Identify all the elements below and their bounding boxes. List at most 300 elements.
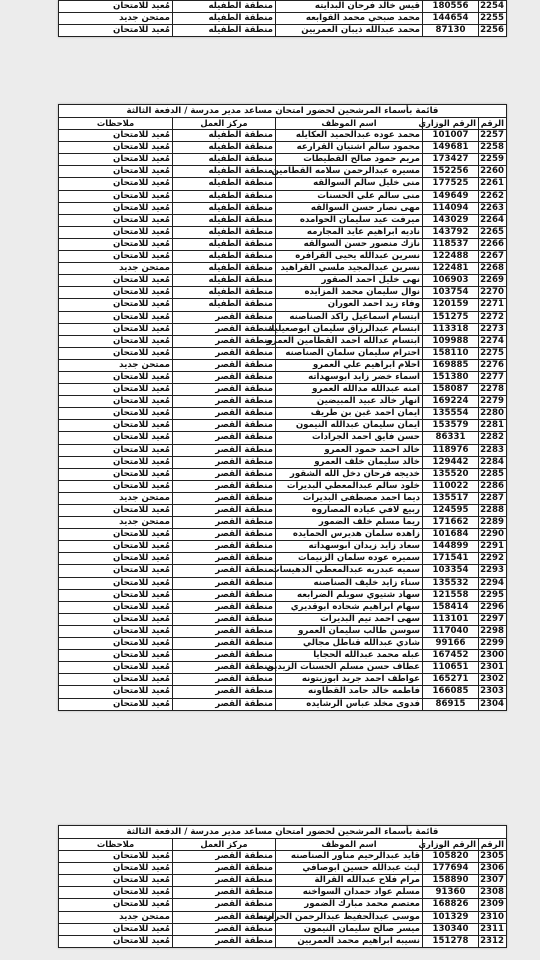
table-row [59, 251, 507, 263]
ministry-number-cell: 169885 [423, 359, 479, 371]
row-number-cell: 2280 [479, 408, 507, 420]
work-center-cell: منطقة القصر [173, 432, 276, 444]
row-number-cell: 2258 [479, 142, 507, 154]
work-center-cell: منطقة الطفيله [173, 238, 276, 250]
work-center-cell: منطقة الطفيله [173, 25, 276, 37]
ministry-number-cell: 129442 [423, 456, 479, 468]
work-center-cell: منطقة القصر [173, 935, 276, 947]
employee-name-cell: معتصم محمد مبارك الضمور [276, 899, 423, 911]
work-center-cell: منطقة القصر [173, 335, 276, 347]
row-number-cell: 2282 [479, 432, 507, 444]
work-center-cell: منطقة القصر [173, 565, 276, 577]
ministry-number-cell: 121558 [423, 589, 479, 601]
ministry-number-cell: 171662 [423, 517, 479, 529]
work-center-cell: منطقة القصر [173, 698, 276, 710]
work-center-cell: منطقة القصر [173, 589, 276, 601]
table-row [59, 911, 507, 923]
employee-name-cell: سهى احمد تيم البديرات [276, 613, 423, 625]
notes-cell: مُعيد للامتحان [59, 238, 173, 250]
work-center-cell: منطقة القصر [173, 529, 276, 541]
work-center-cell: منطقة القصر [173, 638, 276, 650]
notes-cell: مُعيد للامتحان [59, 311, 173, 323]
table-row [59, 887, 507, 899]
employee-name-cell: محمد عوده عبدالحميد العكايله [276, 130, 423, 142]
employee-name-cell: سميره عوده سلمان الزنيمات [276, 553, 423, 565]
work-center-cell: منطقة الطفيله [173, 287, 276, 299]
ministry-number-cell: 105820 [423, 851, 479, 863]
work-center-cell: منطقة الطفيله [173, 142, 276, 154]
table-row [59, 299, 507, 311]
employee-name-cell: انهار خالد عبيد المبيضين [276, 396, 423, 408]
row-number-cell: 2268 [479, 263, 507, 275]
ministry-number-cell: 149681 [423, 142, 479, 154]
employee-name-cell: ربيع لافي عياده المصاروه [276, 505, 423, 517]
notes-cell: مُعيد للامتحان [59, 190, 173, 202]
table-row [59, 408, 507, 420]
employee-name-cell: فاطمه خالد حامد القطاونه [276, 686, 423, 698]
table-row [59, 851, 507, 863]
employee-name-cell: ابتسام اسماعيل راكد الصناصنه [276, 311, 423, 323]
row-number-cell: 2276 [479, 359, 507, 371]
notes-cell: مُعيد للامتحان [59, 589, 173, 601]
row-number-cell: 2256 [479, 25, 507, 37]
row-number-cell: 2260 [479, 166, 507, 178]
row-number-cell: 2291 [479, 541, 507, 553]
employee-name-cell: مرام فلاح عبدالله القرالة [276, 875, 423, 887]
ministry-number-cell: 135517 [423, 492, 479, 504]
row-number-cell: 2257 [479, 130, 507, 142]
table-row [59, 166, 507, 178]
row-number-cell: 2288 [479, 505, 507, 517]
header-notes: ملاحظات [59, 839, 173, 851]
header-employee-name: اسم الموظف [276, 839, 423, 851]
table-row [59, 226, 507, 238]
work-center-cell: منطقة القصر [173, 492, 276, 504]
employee-name-cell: محمد صبحي محمد القوابعه [276, 13, 423, 25]
row-number-cell: 2287 [479, 492, 507, 504]
notes-cell: مُعيد للامتحان [59, 444, 173, 456]
ministry-number-cell: 124595 [423, 505, 479, 517]
header-row [59, 118, 507, 130]
ministry-number-cell: 151380 [423, 371, 479, 383]
work-center-cell: منطقة القصر [173, 396, 276, 408]
row-number-cell: 2279 [479, 396, 507, 408]
ministry-number-cell: 101684 [423, 529, 479, 541]
table-row [59, 202, 507, 214]
sheet-middle [58, 104, 507, 711]
employee-name-cell: نوال سليمان محمد المزايده [276, 287, 423, 299]
ministry-number-cell: 103354 [423, 565, 479, 577]
row-number-cell: 2300 [479, 650, 507, 662]
notes-cell: ممتحن جديد [59, 492, 173, 504]
ministry-number-cell: 143029 [423, 214, 479, 226]
employee-name-cell: منى خليل سالم السوالقه [276, 178, 423, 190]
work-center-cell: منطقة القصر [173, 887, 276, 899]
employee-name-cell: نسرين عبدالمجيد ملسي القراهيد [276, 263, 423, 275]
notes-cell: مُعيد للامتحان [59, 323, 173, 335]
ministry-number-cell: 169224 [423, 396, 479, 408]
table-row [59, 650, 507, 662]
work-center-cell: منطقة القصر [173, 517, 276, 529]
table-row [59, 25, 507, 37]
ministry-number-cell: 144654 [423, 13, 479, 25]
employee-name-cell: ميرفت عيد سليمان الحوامده [276, 214, 423, 226]
employee-name-cell: عطاف حسن مسلم الحسنات الزيدين [276, 662, 423, 674]
ministry-number-cell: 151275 [423, 311, 479, 323]
ministry-number-cell: 158414 [423, 601, 479, 613]
work-center-cell: منطقة الطفيله [173, 251, 276, 263]
notes-cell: مُعيد للامتحان [59, 25, 173, 37]
employee-name-cell: محمد عبدالله ذيبان العمريين [276, 25, 423, 37]
ministry-number-cell: 120159 [423, 299, 479, 311]
table-row [59, 371, 507, 383]
table-row [59, 323, 507, 335]
notes-cell: مُعيد للامتحان [59, 613, 173, 625]
ministry-number-cell: 144899 [423, 541, 479, 553]
notes-cell: ممتحن جديد [59, 359, 173, 371]
work-center-cell: منطقة الطفيله [173, 214, 276, 226]
employee-name-cell: شادي عبدالله قناطل مجالي [276, 638, 423, 650]
row-number-cell: 2304 [479, 698, 507, 710]
notes-cell: مُعيد للامتحان [59, 601, 173, 613]
table-row [59, 529, 507, 541]
notes-cell: مُعيد للامتحان [59, 408, 173, 420]
ministry-number-cell: 103754 [423, 287, 479, 299]
table-row [59, 875, 507, 887]
notes-cell: مُعيد للامتحان [59, 142, 173, 154]
work-center-cell: منطقة القصر [173, 323, 276, 335]
table-row [59, 565, 507, 577]
ministry-number-cell: 101007 [423, 130, 479, 142]
row-number-cell: 2302 [479, 674, 507, 686]
notes-cell: مُعيد للامتحان [59, 202, 173, 214]
work-center-cell: منطقة الطفيله [173, 275, 276, 287]
work-center-cell: منطقة القصر [173, 875, 276, 887]
table-row [59, 674, 507, 686]
table-row [59, 492, 507, 504]
table-row [59, 384, 507, 396]
employee-name-cell: نسرين عبدالله يحيى القرافره [276, 251, 423, 263]
row-number-cell: 2308 [479, 887, 507, 899]
table-title: قائمة بأسماء المرشحين لحضور امتحان مساعد مدير مدرسة / الدفعة الثالثة [59, 105, 507, 118]
table-row [59, 275, 507, 287]
row-number-cell: 2309 [479, 899, 507, 911]
work-center-cell: منطقة القصر [173, 686, 276, 698]
table-row [59, 142, 507, 154]
candidates-table-bottom [58, 825, 507, 948]
header-notes: ملاحظات [59, 118, 173, 130]
employee-name-cell: امنه عبدالله مدالله العمرو [276, 384, 423, 396]
ministry-number-cell: 99166 [423, 638, 479, 650]
ministry-number-cell: 171541 [423, 553, 479, 565]
notes-cell: ممتحن جديد [59, 13, 173, 25]
ministry-number-cell: 168826 [423, 899, 479, 911]
header-work-center: مركز العمل [173, 839, 276, 851]
table-row [59, 1, 507, 13]
row-number-cell: 2281 [479, 420, 507, 432]
row-number-cell: 2312 [479, 935, 507, 947]
ministry-number-cell: 177525 [423, 178, 479, 190]
work-center-cell: منطقة القصر [173, 851, 276, 863]
ministry-number-cell: 149649 [423, 190, 479, 202]
employee-name-cell: نسيبه ابراهيم محمد العمريين [276, 935, 423, 947]
table-row [59, 432, 507, 444]
notes-cell: مُعيد للامتحان [59, 698, 173, 710]
table-row [59, 396, 507, 408]
table-row [59, 601, 507, 613]
row-number-cell: 2285 [479, 468, 507, 480]
row-number-cell: 2275 [479, 347, 507, 359]
table-row [59, 287, 507, 299]
employee-name-cell: ليث عبدالله حسين ابوصافي [276, 863, 423, 875]
row-number-cell: 2271 [479, 299, 507, 311]
ministry-number-cell: 165271 [423, 674, 479, 686]
work-center-cell: منطقة القصر [173, 625, 276, 637]
row-number-cell: 2283 [479, 444, 507, 456]
table-row [59, 347, 507, 359]
table-row [59, 214, 507, 226]
work-center-cell: منطقة الطفيله [173, 154, 276, 166]
table-row [59, 335, 507, 347]
work-center-cell: منطقة القصر [173, 444, 276, 456]
notes-cell: مُعيد للامتحان [59, 287, 173, 299]
table-row [59, 311, 507, 323]
row-number-cell: 2255 [479, 13, 507, 25]
employee-name-cell: خالد احمد حمود العمرو [276, 444, 423, 456]
employee-name-cell: سهام ابراهيم شحاده ابوقديري [276, 601, 423, 613]
row-number-cell: 2261 [479, 178, 507, 190]
notes-cell: مُعيد للامتحان [59, 625, 173, 637]
employee-name-cell: عواطف احمد جريد ابوزيتونه [276, 674, 423, 686]
notes-cell: مُعيد للامتحان [59, 553, 173, 565]
row-number-cell: 2286 [479, 480, 507, 492]
ministry-number-cell: 87130 [423, 25, 479, 37]
employee-name-cell: ايمان سليمان عبدالله النيمون [276, 420, 423, 432]
row-number-cell: 2296 [479, 601, 507, 613]
ministry-number-cell: 158890 [423, 875, 479, 887]
notes-cell: مُعيد للامتحان [59, 396, 173, 408]
work-center-cell: منطقة القصر [173, 505, 276, 517]
row-number-cell: 2264 [479, 214, 507, 226]
table-row [59, 698, 507, 710]
work-center-cell: منطقة الطفيله [173, 13, 276, 25]
row-number-cell: 2274 [479, 335, 507, 347]
ministry-number-cell: 173427 [423, 154, 479, 166]
table-title: قائمة بأسماء المرشحين لحضور امتحان مساعد مدير مدرسة / الدفعة الثالثة [59, 826, 507, 839]
employee-name-cell: عبله محمد عبدالله الحجايا [276, 650, 423, 662]
notes-cell: مُعيد للامتحان [59, 863, 173, 875]
notes-cell: مُعيد للامتحان [59, 686, 173, 698]
row-number-cell: 2299 [479, 638, 507, 650]
employee-name-cell: خالد سليمان خلف العمرو [276, 456, 423, 468]
notes-cell: مُعيد للامتحان [59, 565, 173, 577]
row-number-cell: 2254 [479, 1, 507, 13]
row-number-cell: 2293 [479, 565, 507, 577]
row-number-cell: 2303 [479, 686, 507, 698]
notes-cell: مُعيد للامتحان [59, 166, 173, 178]
table-row [59, 589, 507, 601]
employee-name-cell: ناديه ابراهيم عايد المجارمه [276, 226, 423, 238]
ministry-number-cell: 114094 [423, 202, 479, 214]
notes-cell: مُعيد للامتحان [59, 851, 173, 863]
work-center-cell: منطقة القصر [173, 601, 276, 613]
ministry-number-cell: 113101 [423, 613, 479, 625]
row-number-cell: 2294 [479, 577, 507, 589]
work-center-cell: منطقة الطفيله [173, 1, 276, 13]
employee-name-cell: ايمان احمد غبن بن طريف [276, 408, 423, 420]
table-row [59, 359, 507, 371]
table-row [59, 638, 507, 650]
row-number-cell: 2270 [479, 287, 507, 299]
employee-name-cell: ريما مسلم خلف الضمور [276, 517, 423, 529]
ministry-number-cell: 101329 [423, 911, 479, 923]
row-number-cell: 2306 [479, 863, 507, 875]
table-row [59, 13, 507, 25]
header-number: الرقم [479, 118, 507, 130]
ministry-number-cell: 86331 [423, 432, 479, 444]
row-number-cell: 2298 [479, 625, 507, 637]
employee-name-cell: محمود سالم اشتيان القرارعه [276, 142, 423, 154]
notes-cell: مُعيد للامتحان [59, 577, 173, 589]
work-center-cell: منطقة الطفيله [173, 226, 276, 238]
table-row [59, 238, 507, 250]
table-row [59, 130, 507, 142]
work-center-cell: منطقة القصر [173, 371, 276, 383]
header-ministry-number: الرقم الوزاري [423, 839, 479, 851]
ministry-number-cell: 118537 [423, 238, 479, 250]
employee-name-cell: قايد عبدالرحيم مناور الصناصنه [276, 851, 423, 863]
notes-cell: ممتحن جديد [59, 517, 173, 529]
ministry-number-cell: 113318 [423, 323, 479, 335]
notes-cell: مُعيد للامتحان [59, 541, 173, 553]
header-work-center: مركز العمل [173, 118, 276, 130]
ministry-number-cell: 158087 [423, 384, 479, 396]
table-row [59, 923, 507, 935]
row-number-cell: 2263 [479, 202, 507, 214]
employee-name-cell: ابتسام عدالله احمد القطامين العمرو [276, 335, 423, 347]
notes-cell: مُعيد للامتحان [59, 529, 173, 541]
row-number-cell: 2290 [479, 529, 507, 541]
employee-name-cell: منى سالم علي الحسنات [276, 190, 423, 202]
notes-cell: مُعيد للامتحان [59, 887, 173, 899]
notes-cell: مُعيد للامتحان [59, 662, 173, 674]
work-center-cell: منطقة القصر [173, 923, 276, 935]
table-row [59, 456, 507, 468]
notes-cell: مُعيد للامتحان [59, 505, 173, 517]
row-number-cell: 2310 [479, 911, 507, 923]
work-center-cell: منطقة القصر [173, 899, 276, 911]
employee-name-cell: اسماء خضر زايد ابوسهداته [276, 371, 423, 383]
employee-name-cell: زاهده سلمان هديرس الحمايده [276, 529, 423, 541]
ministry-number-cell: 167452 [423, 650, 479, 662]
employee-name-cell: سعاد زايد زيدان ابوسهداته [276, 541, 423, 553]
notes-cell: مُعيد للامتحان [59, 674, 173, 686]
work-center-cell: منطقة القصر [173, 359, 276, 371]
notes-cell: مُعيد للامتحان [59, 299, 173, 311]
employee-name-cell: سوسن طالب سليمان العمرو [276, 625, 423, 637]
notes-cell: مُعيد للامتحان [59, 178, 173, 190]
table-row [59, 420, 507, 432]
table-row [59, 468, 507, 480]
employee-name-cell: ديما احمد مصطفى البديرات [276, 492, 423, 504]
notes-cell: مُعيد للامتحان [59, 480, 173, 492]
sheet-top [58, 0, 507, 37]
row-number-cell: 2265 [479, 226, 507, 238]
table-row [59, 190, 507, 202]
notes-cell: مُعيد للامتحان [59, 251, 173, 263]
row-number-cell: 2278 [479, 384, 507, 396]
notes-cell: مُعيد للامتحان [59, 371, 173, 383]
table-row [59, 625, 507, 637]
work-center-cell: منطقة القصر [173, 674, 276, 686]
work-center-cell: منطقة القصر [173, 662, 276, 674]
table-row [59, 935, 507, 947]
ministry-number-cell: 130340 [423, 923, 479, 935]
table-row [59, 577, 507, 589]
table-row [59, 480, 507, 492]
work-center-cell: منطقة القصر [173, 311, 276, 323]
row-number-cell: 2297 [479, 613, 507, 625]
work-center-cell: منطقة الطفيله [173, 130, 276, 142]
employee-name-cell: احترام سليمان سلمان الصناصنه [276, 347, 423, 359]
row-number-cell: 2292 [479, 553, 507, 565]
notes-cell: مُعيد للامتحان [59, 456, 173, 468]
header-employee-name: اسم الموظف [276, 118, 423, 130]
ministry-number-cell: 122481 [423, 263, 479, 275]
notes-cell: مُعيد للامتحان [59, 420, 173, 432]
row-number-cell: 2305 [479, 851, 507, 863]
ministry-number-cell: 117040 [423, 625, 479, 637]
ministry-number-cell: 151278 [423, 935, 479, 947]
work-center-cell: منطقة الطفيله [173, 178, 276, 190]
notes-cell: مُعيد للامتحان [59, 432, 173, 444]
notes-cell: مُعيد للامتحان [59, 1, 173, 13]
ministry-number-cell: 135520 [423, 468, 479, 480]
table-row [59, 553, 507, 565]
work-center-cell: منطقة الطفيله [173, 299, 276, 311]
work-center-cell: منطقة القصر [173, 650, 276, 662]
row-number-cell: 2284 [479, 456, 507, 468]
employee-name-cell: مريم حمود صالح القطيطات [276, 154, 423, 166]
employee-name-cell: خلود سالم عبدالمعطي البديرات [276, 480, 423, 492]
employee-name-cell: قيس خالد فرحان البدايته [276, 1, 423, 13]
ministry-number-cell: 135554 [423, 408, 479, 420]
employee-name-cell: احلام ابراهيم علي العمرو [276, 359, 423, 371]
row-number-cell: 2259 [479, 154, 507, 166]
work-center-cell: منطقة القصر [173, 541, 276, 553]
table-row [59, 444, 507, 456]
employee-name-cell: مسيره عبدالرحمن سلامه القطامين [276, 166, 423, 178]
row-number-cell: 2267 [479, 251, 507, 263]
work-center-cell: منطقة القصر [173, 553, 276, 565]
notes-cell: ممتحن جديد [59, 911, 173, 923]
employee-name-cell: حسن فايق احمد الجرادات [276, 432, 423, 444]
ministry-number-cell: 122488 [423, 251, 479, 263]
candidates-table-middle [58, 104, 507, 711]
work-center-cell: منطقة القصر [173, 911, 276, 923]
table-row [59, 662, 507, 674]
work-center-cell: منطقة الطفيله [173, 263, 276, 275]
table-row [59, 505, 507, 517]
ministry-number-cell: 110022 [423, 480, 479, 492]
table-row [59, 263, 507, 275]
work-center-cell: منطقة القصر [173, 408, 276, 420]
employee-name-cell: فدوى مخلد عباس الرشايده [276, 698, 423, 710]
work-center-cell: منطقة القصر [173, 420, 276, 432]
ministry-number-cell: 177694 [423, 863, 479, 875]
table-row [59, 899, 507, 911]
ministry-number-cell: 110651 [423, 662, 479, 674]
